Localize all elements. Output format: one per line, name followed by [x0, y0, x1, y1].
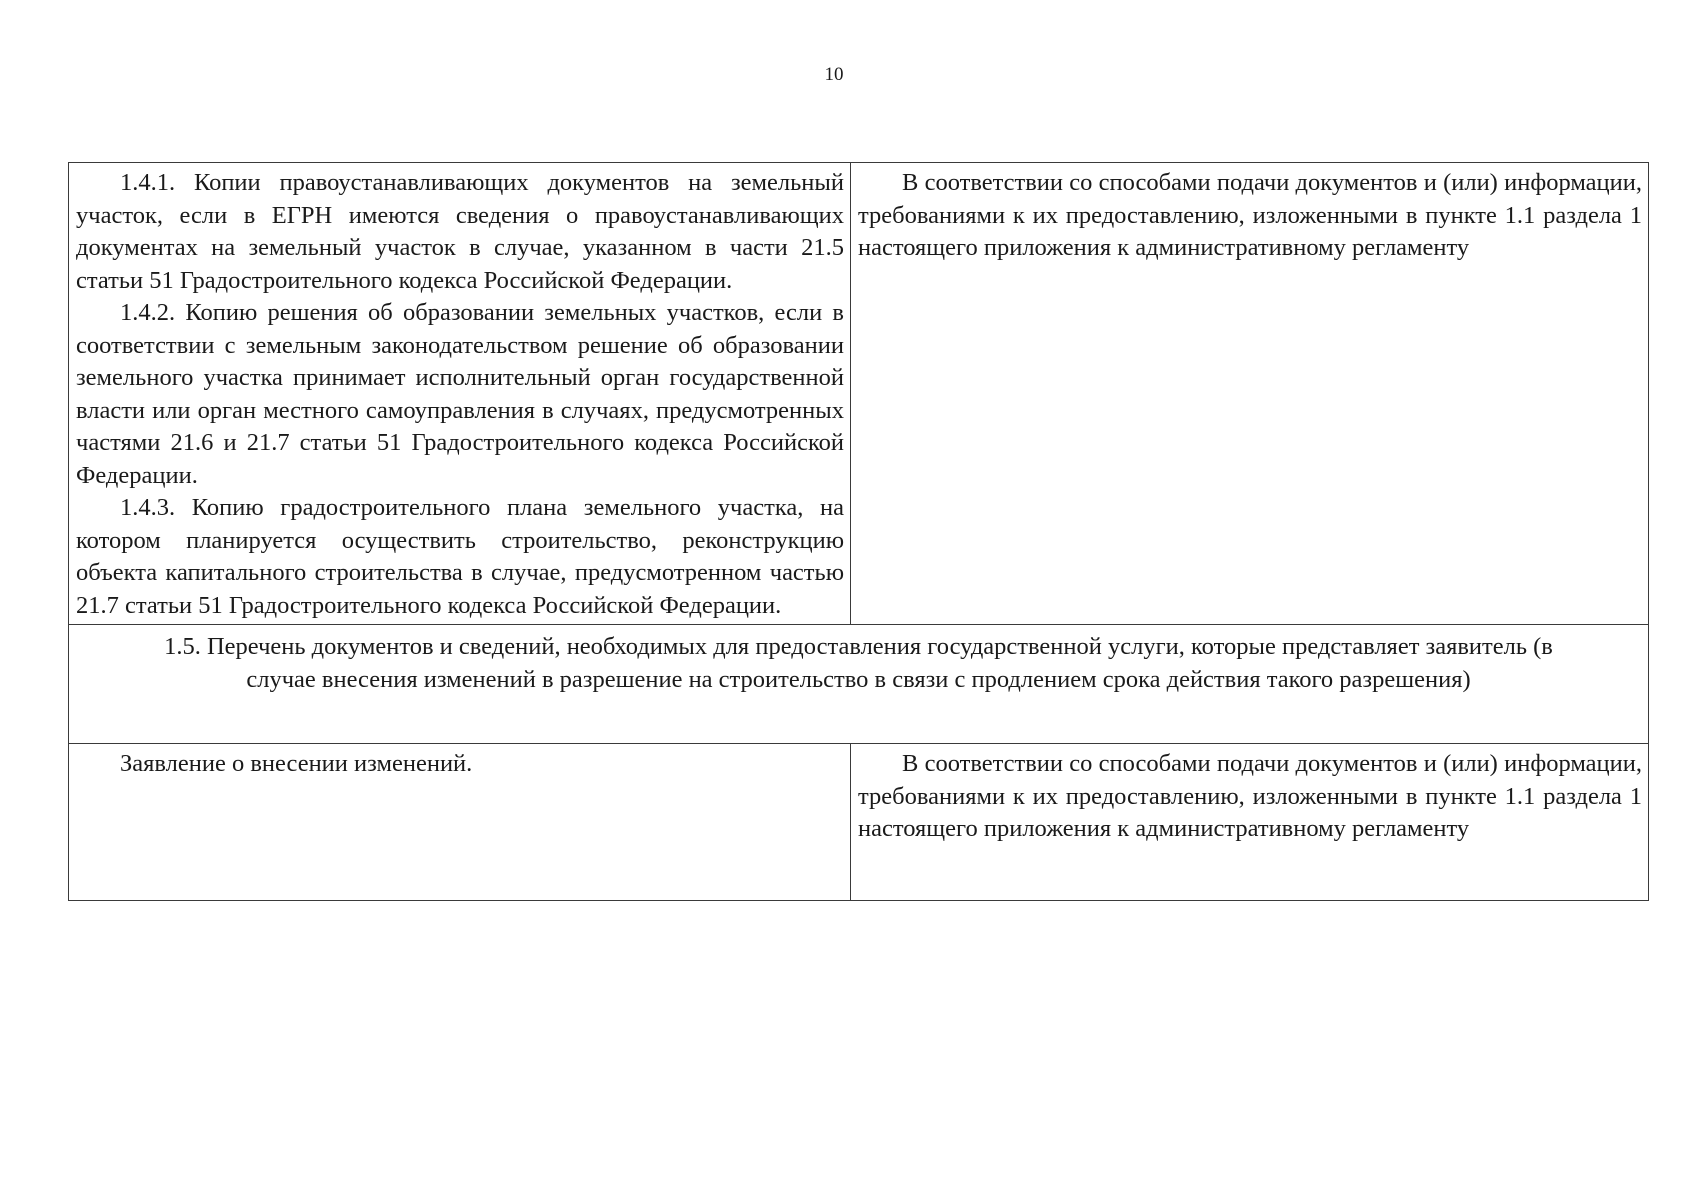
table-row	[69, 744, 1649, 901]
item-1-4-2: 1.4.2. Копию решения об образовании земельных участков, если в соответствии с земельным законодательством решение об образовании земельного участка принимает исполнительный орган государственной власти или орган местного самоуправления в случаях, предусмотренных частями 21.6 и 21.7 статьи 51 Градостроительного кодекса Российской Федерации.	[76, 299, 844, 489]
section-heading-cell	[69, 625, 1649, 744]
section-row	[69, 625, 1649, 744]
application-item: Заявление о внесении изменений.	[120, 750, 473, 777]
section-heading: 1.5. Перечень документов и сведений, необходимых для предоставления государственной услуги, которые представляет заявитель (в случае внесения изменений в разрешение на строительство в связи с продлением срока действия такого разрешения)	[164, 633, 1553, 693]
documents-cell	[69, 744, 851, 901]
submission-method-cell	[851, 744, 1649, 901]
submission-method-text: В соответствии со способами подачи документов и (или) информации, требованиями к их предоставлению, изложенными в пункте 1.1 раздела 1 настоящего приложения к административному регламенту	[858, 750, 1642, 842]
submission-method-text: В соответствии со способами подачи документов и (или) информации, требованиями к их предоставлению, изложенными в пункте 1.1 раздела 1 настоящего приложения к административному регламенту	[858, 169, 1642, 261]
item-1-4-3: 1.4.3. Копию градостроительного плана земельного участка, на котором планируется осуществить строительство, реконструкцию объекта капитального строительства в случае, предусмотренном частью 21.7 статьи 51 Градостроительного кодекса Российской Федерации.	[76, 494, 844, 619]
requirements-table	[68, 162, 1649, 901]
documents-cell	[69, 163, 851, 625]
page-number: 10	[824, 64, 844, 85]
submission-method-cell	[851, 163, 1649, 625]
item-1-4-1: 1.4.1. Копии правоустанавливающих документов на земельный участок, если в ЕГРН имеются сведения о правоустанавливающих документах на земельный участок в случае, указанном в части 21.5 статьи 51 Градостроительного кодекса Российской Федерации.	[76, 169, 844, 294]
table-row	[69, 163, 1649, 625]
